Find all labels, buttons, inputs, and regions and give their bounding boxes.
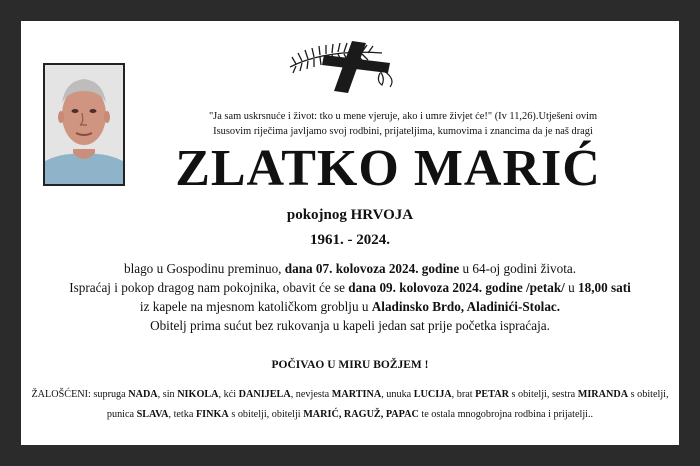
announcement-text [21,259,679,335]
text-span: s obitelji, obitelji [228,409,304,420]
text-span: u [564,280,579,295]
deceased-photo [43,63,125,186]
announcement-line-1 [21,259,679,278]
funeral-location: Aladinsko Brdo, Aladinići-Stolac. [371,299,561,314]
funeral-time: 18,00 sati [578,280,631,295]
text-span: , unuka [381,389,414,400]
announcement-line-3 [21,297,679,316]
mourner-name: SLAVA [136,409,169,420]
text-span: Ispraćaj i pokop dragog nam pokojnika, obavit će se [69,280,349,295]
text-span: , kći [218,389,239,400]
mourners-line-2 [21,405,679,425]
mourner-name: PETAR [475,389,509,400]
mourner-name: MARTINA [331,389,382,400]
text-span: iz kapele na mjesnom katoličkom groblju u [139,299,372,314]
mourner-name: FINKA [195,409,229,420]
mourner-name: NIKOLA [177,389,219,400]
funeral-date: dana 09. kolovoza 2024. godine /petak/ [348,280,565,295]
bible-quote [138,109,668,139]
rip-line: POČIVAO U MIRU BOŽJEM ! [271,359,429,371]
mourners-list [21,385,679,425]
text-span: , tetka [168,409,196,420]
announcement-line-2 [21,278,679,297]
mourner-name: LUCIJA [413,389,452,400]
text-span: s obitelji, sestra [508,389,578,400]
death-date: dana 07. kolovoza 2024. godine [284,261,460,276]
mourner-name: MIRANDA [577,389,629,400]
text-span: s obitelji, [628,389,669,400]
deceased-name: ZLATKO MARIĆ [175,140,601,197]
quote-line-2: Isusovim riječima javljamo svoj rodbini, prijateljima, kumovima i znancima da je naš dragi [213,126,593,137]
portrait-image [45,65,123,184]
text-span: u 64-oj godini života. [459,261,577,276]
mourner-name: NADA [128,389,158,400]
text-span: te ostala mnogobrojna rodbina i prijatelji.. [418,409,594,420]
announcement-line-4: Obitelj prima sućut bez rukovanja u kapeli jedan sat prije početka ispraćaja. [150,318,550,333]
text-span: , sin [157,389,178,400]
text-span: , brat [451,389,476,400]
life-years: 1961. - 2024. [310,232,390,248]
family-names: MARIĆ, RAGUŽ, PAPAC [303,409,419,420]
mourner-name: DANIJELA [238,389,291,400]
text-span: , nevjesta [290,389,332,400]
obituary-card [21,21,679,445]
text-span: ŽALOŠĆENI: supruga [31,389,129,400]
text-span: punica [106,409,137,420]
quote-line-1: "Ja sam uskrsnuće i život: tko u mene vjeruje, ako i umre živjet će!" (Iv 11,26).Utješeni ovim [208,111,598,122]
father-name: pokojnog HRVOJA [286,207,414,223]
mourners-line-1 [21,385,679,405]
cross-palm-icon [286,33,416,97]
text-span: blago u Gospodinu preminuo, [123,261,285,276]
